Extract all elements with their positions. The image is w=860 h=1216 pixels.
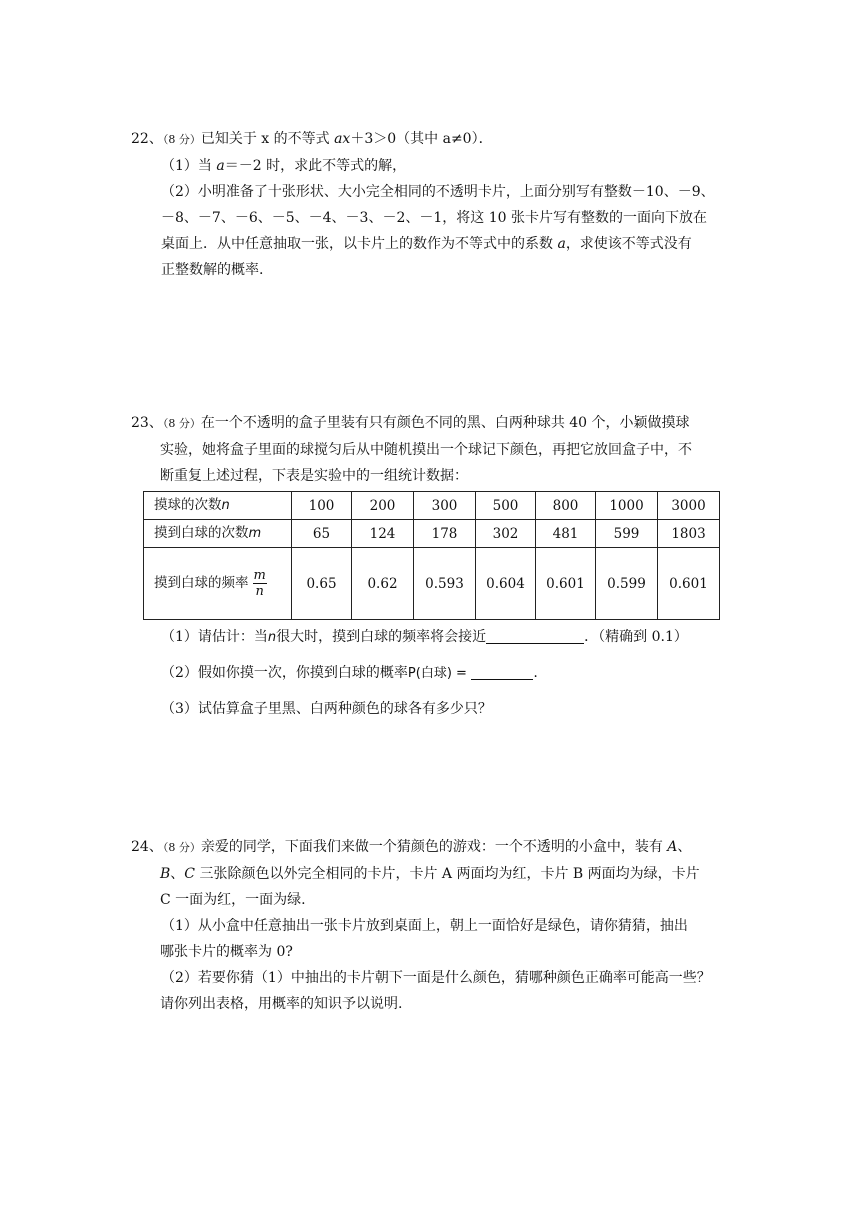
frequency-table xyxy=(143,491,720,620)
q23-stem-line3: 断重复上述过程，下表是实验中的一组统计数据： xyxy=(160,468,468,484)
table-cell: 0.601 xyxy=(536,548,596,620)
q24-stem-line1: 24、（8 分）亲爱的同学，下面我们来做一个猜颜色的游戏：一个不透明的小盒中，装有 A、 xyxy=(131,839,692,855)
table-cell: 599 xyxy=(596,520,658,548)
q23-part1: （1）请估计：当n很大时，摸到白球的频率将会接近 ．（精确到 0.1） xyxy=(161,629,688,645)
q23-part3: （3）试估算盒子里黑、白两种颜色的球各有多少只？ xyxy=(161,701,492,717)
table-cell: 1000 xyxy=(596,492,658,520)
q24-part2-line1: （2）若要你猜（1）中抽出的卡片朝下一面是什么颜色，猜哪种颜色正确率可能高一些？ xyxy=(161,970,711,986)
q24-part2-line2: 请你列出表格，用概率的知识予以说明. xyxy=(160,996,403,1012)
row-label-trials: 摸球的次数n xyxy=(144,492,292,520)
fraction-m-over-n: $\frac{m}{n}$ xyxy=(253,568,266,599)
table-cell: 1803 xyxy=(658,520,720,548)
table-row-frequency xyxy=(144,548,720,620)
q23-stem-line2: 实验，她将盒子里面的球搅匀后从中随机摸出一个球记下颜色，再把它放回盒子中，不 xyxy=(160,442,692,458)
question-24 xyxy=(131,834,731,1017)
q23-stem-line1: 23、（8 分）在一个不透明的盒子里装有只有颜色不同的黑、白两种球共 40 个，小颖做摸球 xyxy=(131,415,690,431)
probability-expression: P(白球) = xyxy=(407,666,467,681)
table-row-trials xyxy=(144,492,720,520)
row-label-frequency: 摸到白球的频率 $\frac{m}{n}$ xyxy=(144,548,292,620)
table-cell: 100 xyxy=(292,492,352,520)
table-cell: 0.604 xyxy=(476,548,536,620)
table-cell: 800 xyxy=(536,492,596,520)
answer-blank-2[interactable] xyxy=(471,663,533,680)
q24-part1-line2: 哪张卡片的概率为 0? xyxy=(160,944,293,960)
q22-part2-line3: 桌面上．从中任意抽取一张，以卡片上的数作为不等式中的系数 a，求使该不等式没有 xyxy=(161,236,692,252)
table-cell: 500 xyxy=(476,492,536,520)
q22-part2-line1: （2）小明准备了十张形状、大小完全相同的不透明卡片，上面分别写有整数－10、－9、 xyxy=(161,184,715,200)
answer-blank-1[interactable] xyxy=(486,627,584,644)
q24-stem-line3: C 一面为红，一面为绿. xyxy=(160,892,306,908)
q24-stem-line2: B、C 三张除颜色以外完全相同的卡片，卡片 A 两面均为红，卡片 B 两面均为绿，卡片 xyxy=(160,866,700,882)
row-label-white-count: 摸到白球的次数m xyxy=(144,520,292,548)
q22-stem: 22、（8 分）已知关于 x 的不等式 ax＋3＞0（其中 a≠0）． xyxy=(131,131,493,147)
q22-part2-line2: －8、－7、－6、－5、－4、－3、－2、－1，将这 10 张卡片写有整数的一面向下放在 xyxy=(161,210,707,226)
table-cell: 302 xyxy=(476,520,536,548)
q22-part1: （1）当 a＝－2 时，求此不等式的解， xyxy=(161,158,407,174)
table-cell: 65 xyxy=(292,520,352,548)
table-cell: 0.62 xyxy=(352,548,414,620)
q22-number: 22、 xyxy=(131,131,163,147)
table-cell: 0.65 xyxy=(292,548,352,620)
table-cell: 0.601 xyxy=(658,548,720,620)
table-cell: 0.599 xyxy=(596,548,658,620)
table-cell: 3000 xyxy=(658,492,720,520)
question-23 xyxy=(131,410,731,722)
table-cell: 481 xyxy=(536,520,596,548)
q23-part2: （2）假如你摸一次，你摸到白球的概率P(白球) = . xyxy=(161,665,538,681)
table-cell: 300 xyxy=(414,492,476,520)
table-cell: 124 xyxy=(352,520,414,548)
q24-part1-line1: （1）从小盒中任意抽出一张卡片放到桌面上，朝上一面恰好是绿色，请你猜猜，抽出 xyxy=(161,918,688,934)
q22-points: （8 分） xyxy=(162,133,201,146)
q22-part2-line4: 正整数解的概率. xyxy=(161,262,264,278)
question-22 xyxy=(131,126,731,283)
table-row-white-count xyxy=(144,520,720,548)
table-cell: 200 xyxy=(352,492,414,520)
table-cell: 178 xyxy=(414,520,476,548)
table-cell: 0.593 xyxy=(414,548,476,620)
